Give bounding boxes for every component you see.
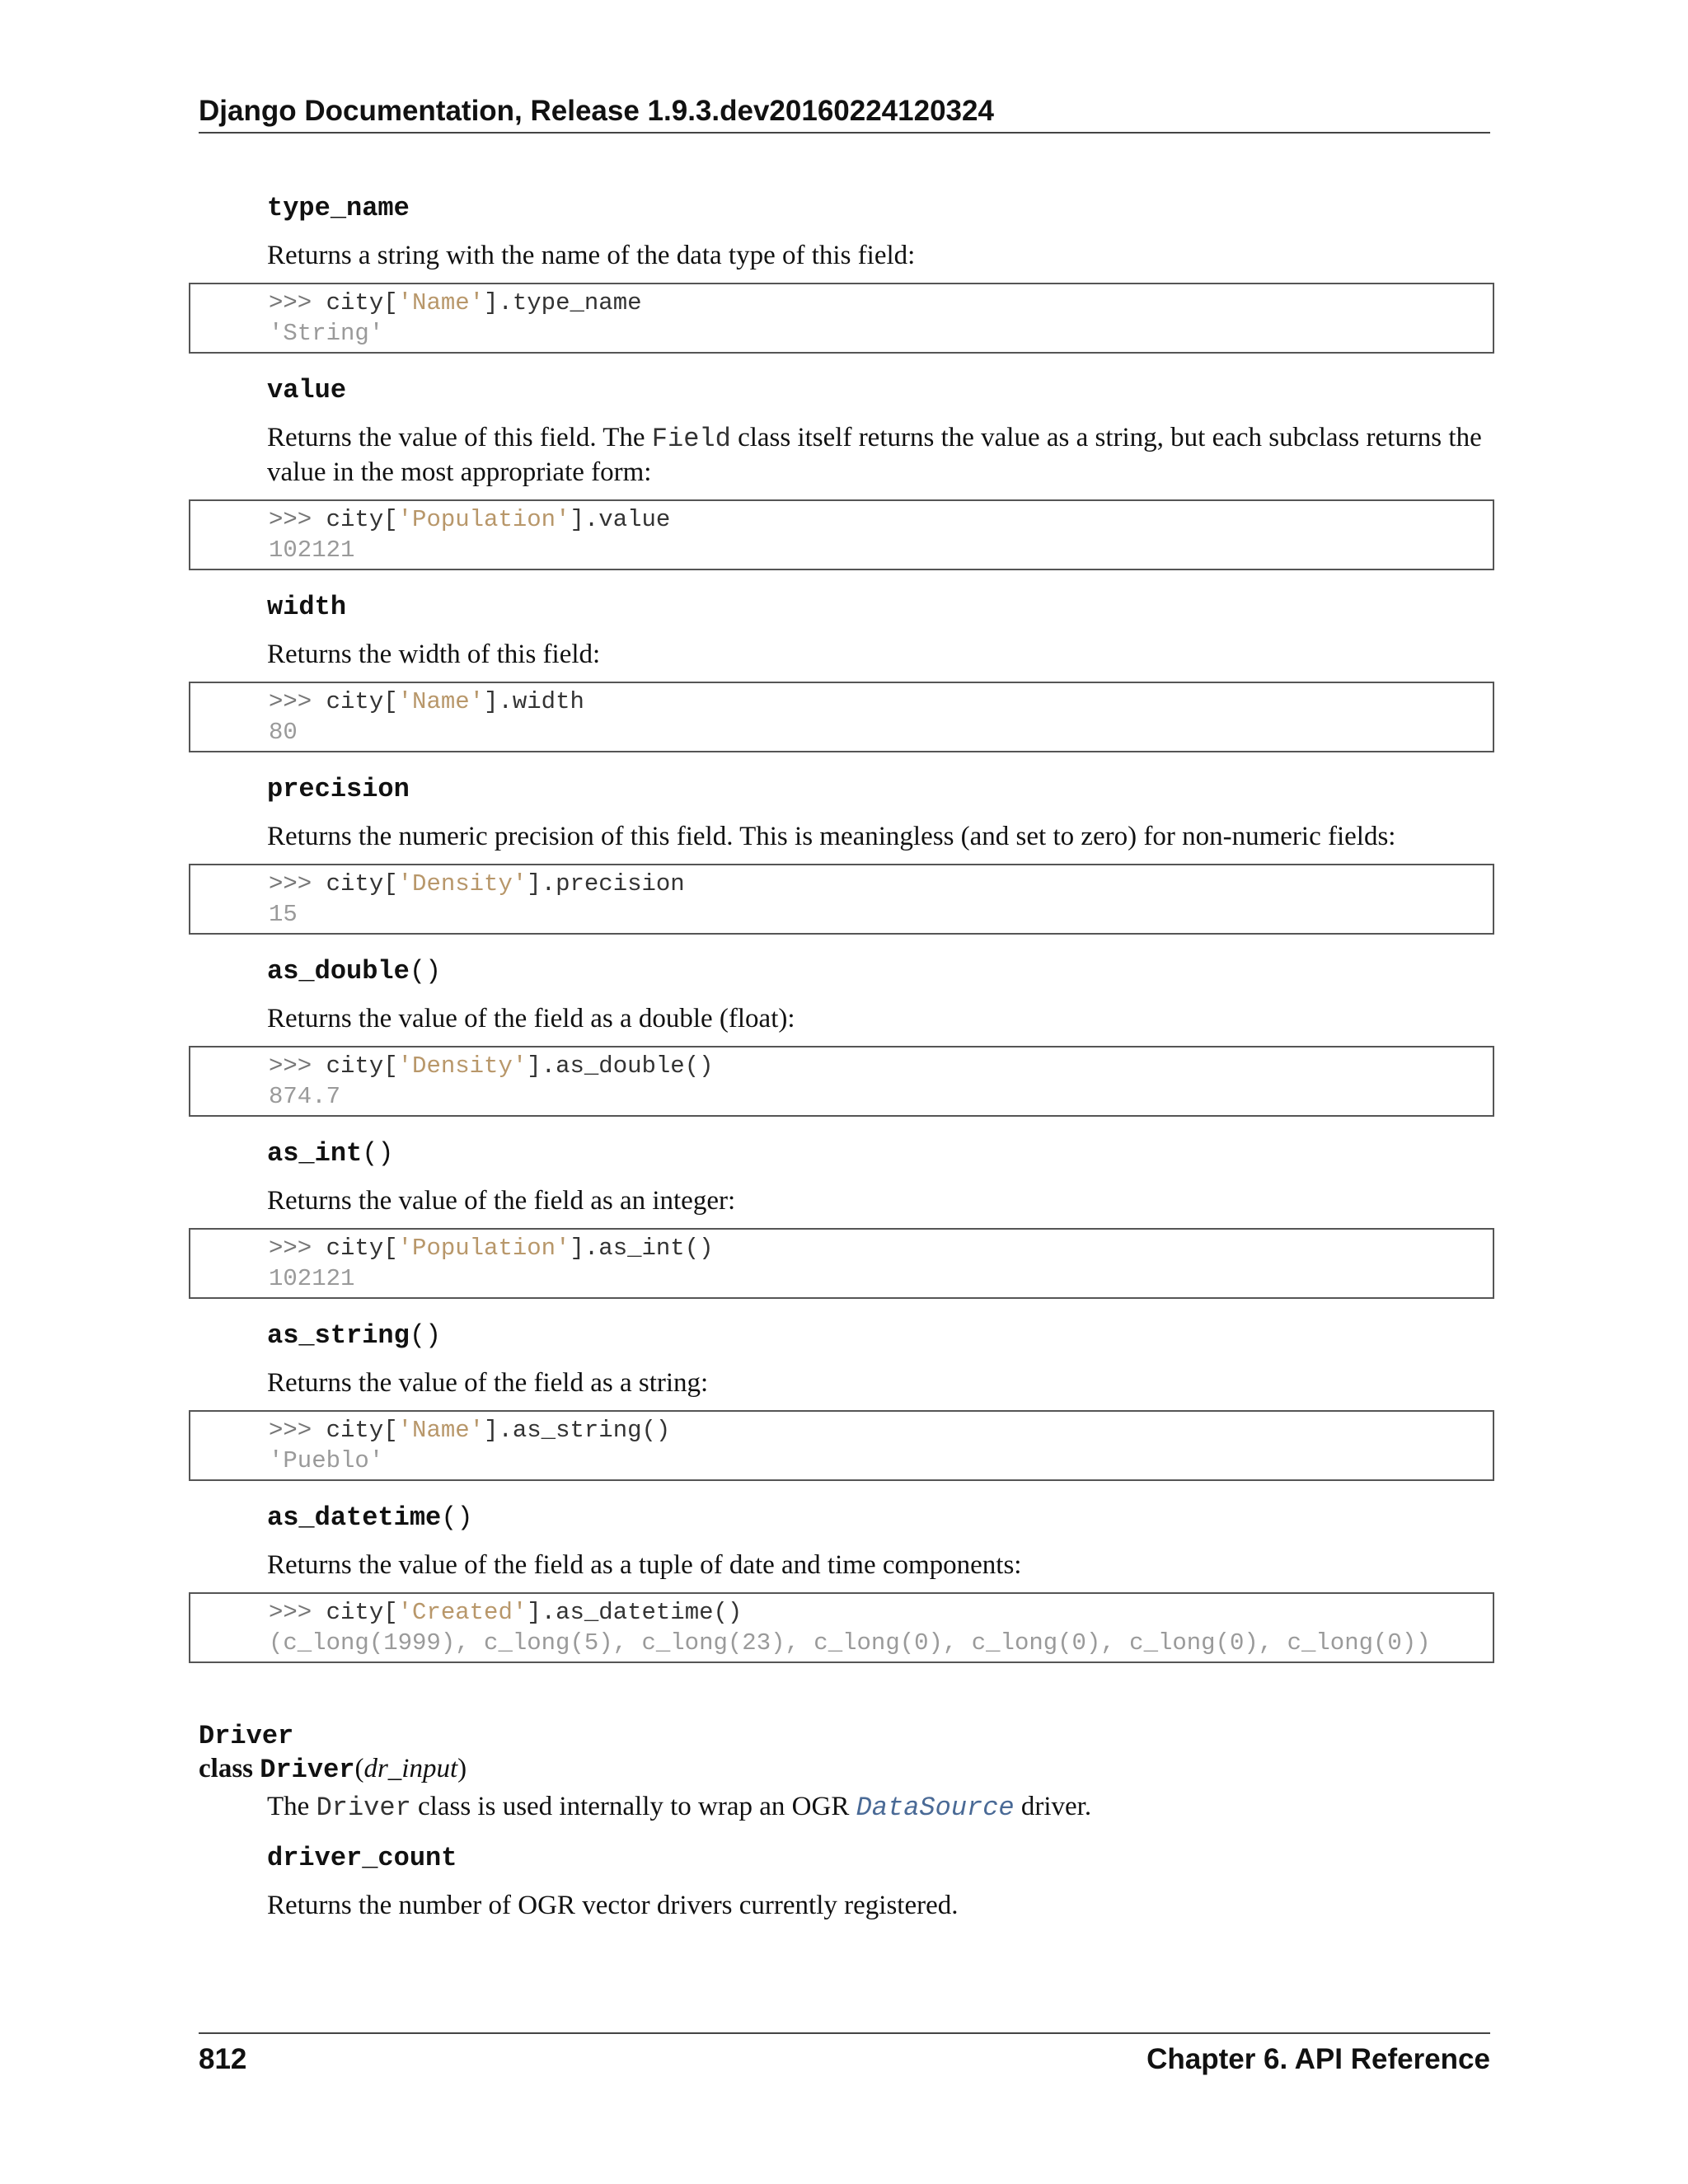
member-name: as_string: [267, 1320, 410, 1351]
member-description: Returns the value of this field. The Field class itself returns the value as a string, but each subclass returns the value in the most appropriate form:: [267, 423, 1482, 487]
member-signature: [267, 1841, 1501, 1876]
member-description: Returns the number of OGR vector drivers currently registered.: [267, 1891, 959, 1920]
member-as-double: [267, 954, 1501, 1117]
chapter-title: Chapter 6. API Reference: [1146, 2043, 1490, 2075]
code-output: 80: [269, 719, 298, 746]
member-signature: as_int(): [267, 1138, 394, 1169]
page-content: [199, 191, 1501, 1933]
member-as-string: [267, 1319, 1501, 1481]
member-signature: as_datetime(): [267, 1502, 473, 1533]
member-name: as_int: [267, 1138, 363, 1169]
member-value: [267, 373, 1501, 570]
member-name: driver_count: [267, 1843, 457, 1873]
code-example: >>> city['Population'].as_int() 102121: [189, 1228, 1494, 1299]
code-example: >>> city['Name'].as_string() 'Pueblo': [189, 1410, 1494, 1481]
member-name: type_name: [267, 193, 410, 223]
member-name: value: [267, 375, 347, 405]
member-as-int: [267, 1137, 1501, 1299]
member-width: [267, 590, 1501, 752]
member-description: Returns the value of the field as a tuple of date and time components:: [267, 1550, 1022, 1580]
code-output: 'String': [269, 320, 384, 347]
member-name: as_datetime: [267, 1502, 442, 1533]
code-example: >>> city['Density'].precision 15: [189, 864, 1494, 935]
code-example: >>> city['Name'].type_name 'String': [189, 283, 1494, 354]
code-output: 102121: [269, 1265, 355, 1292]
code-output: (c_long(1999), c_long(5), c_long(23), c_long(0), c_long(0), c_long(0), c_long(0)): [269, 1629, 1431, 1657]
code-example: >>> city['Created'].as_datetime() (c_long(1999), c_long(5), c_long(23), c_long(0), c_long(0), c_long(0), c_long(0)): [189, 1592, 1494, 1663]
running-header: Django Documentation, Release 1.9.3.dev20160224120324: [199, 91, 1490, 134]
member-signature: [267, 772, 1501, 807]
class-argument: dr_input: [363, 1754, 458, 1783]
member-description: Returns the numeric precision of this field. This is meaningless (and set to zero) for non-numeric fields:: [267, 822, 1396, 851]
member-description: Returns the width of this field:: [267, 640, 601, 669]
code-output: 102121: [269, 537, 355, 564]
inline-code: Field: [651, 424, 731, 454]
member-signature: as_string(): [267, 1320, 442, 1351]
code-example: >>> city['Density'].as_double() 874.7: [189, 1046, 1494, 1117]
member-description: Returns the value of the field as a string:: [267, 1368, 709, 1398]
code-example: >>> city['Name'].width 80: [189, 682, 1494, 752]
member-description: Returns a string with the name of the data type of this field:: [267, 241, 916, 270]
datasource-link[interactable]: DataSource: [856, 1793, 1015, 1823]
member-signature: [267, 590, 1501, 625]
running-footer: [199, 2032, 1490, 2085]
member-precision: [267, 772, 1501, 935]
member-signature: [267, 373, 1501, 408]
class-description: The Driver class is used internally to wrap an OGR DataSource driver.: [267, 1792, 1092, 1823]
code-output: 874.7: [269, 1083, 341, 1110]
code-example: >>> city['Population'].value 102121: [189, 499, 1494, 570]
section-title: Driver: [199, 1721, 294, 1751]
page-number: 812: [199, 2043, 247, 2075]
code-output: 'Pueblo': [269, 1447, 384, 1474]
member-as-datetime: [267, 1501, 1501, 1663]
member-description: Returns the value of the field as a double (float):: [267, 1004, 795, 1033]
member-name: as_double: [267, 956, 410, 987]
member-signature: as_double(): [267, 956, 442, 987]
class-name: Driver: [260, 1755, 355, 1785]
class-body: [267, 1790, 1501, 1922]
inline-code: Driver: [316, 1793, 411, 1823]
member-name: precision: [267, 774, 410, 804]
code-output: 15: [269, 901, 298, 928]
member-name: width: [267, 592, 347, 622]
member-description: Returns the value of the field as an integer:: [267, 1186, 736, 1216]
member-signature: [267, 191, 1501, 226]
class-signature: class Driver(dr_input): [199, 1754, 467, 1785]
member-type-name: [267, 191, 1501, 354]
